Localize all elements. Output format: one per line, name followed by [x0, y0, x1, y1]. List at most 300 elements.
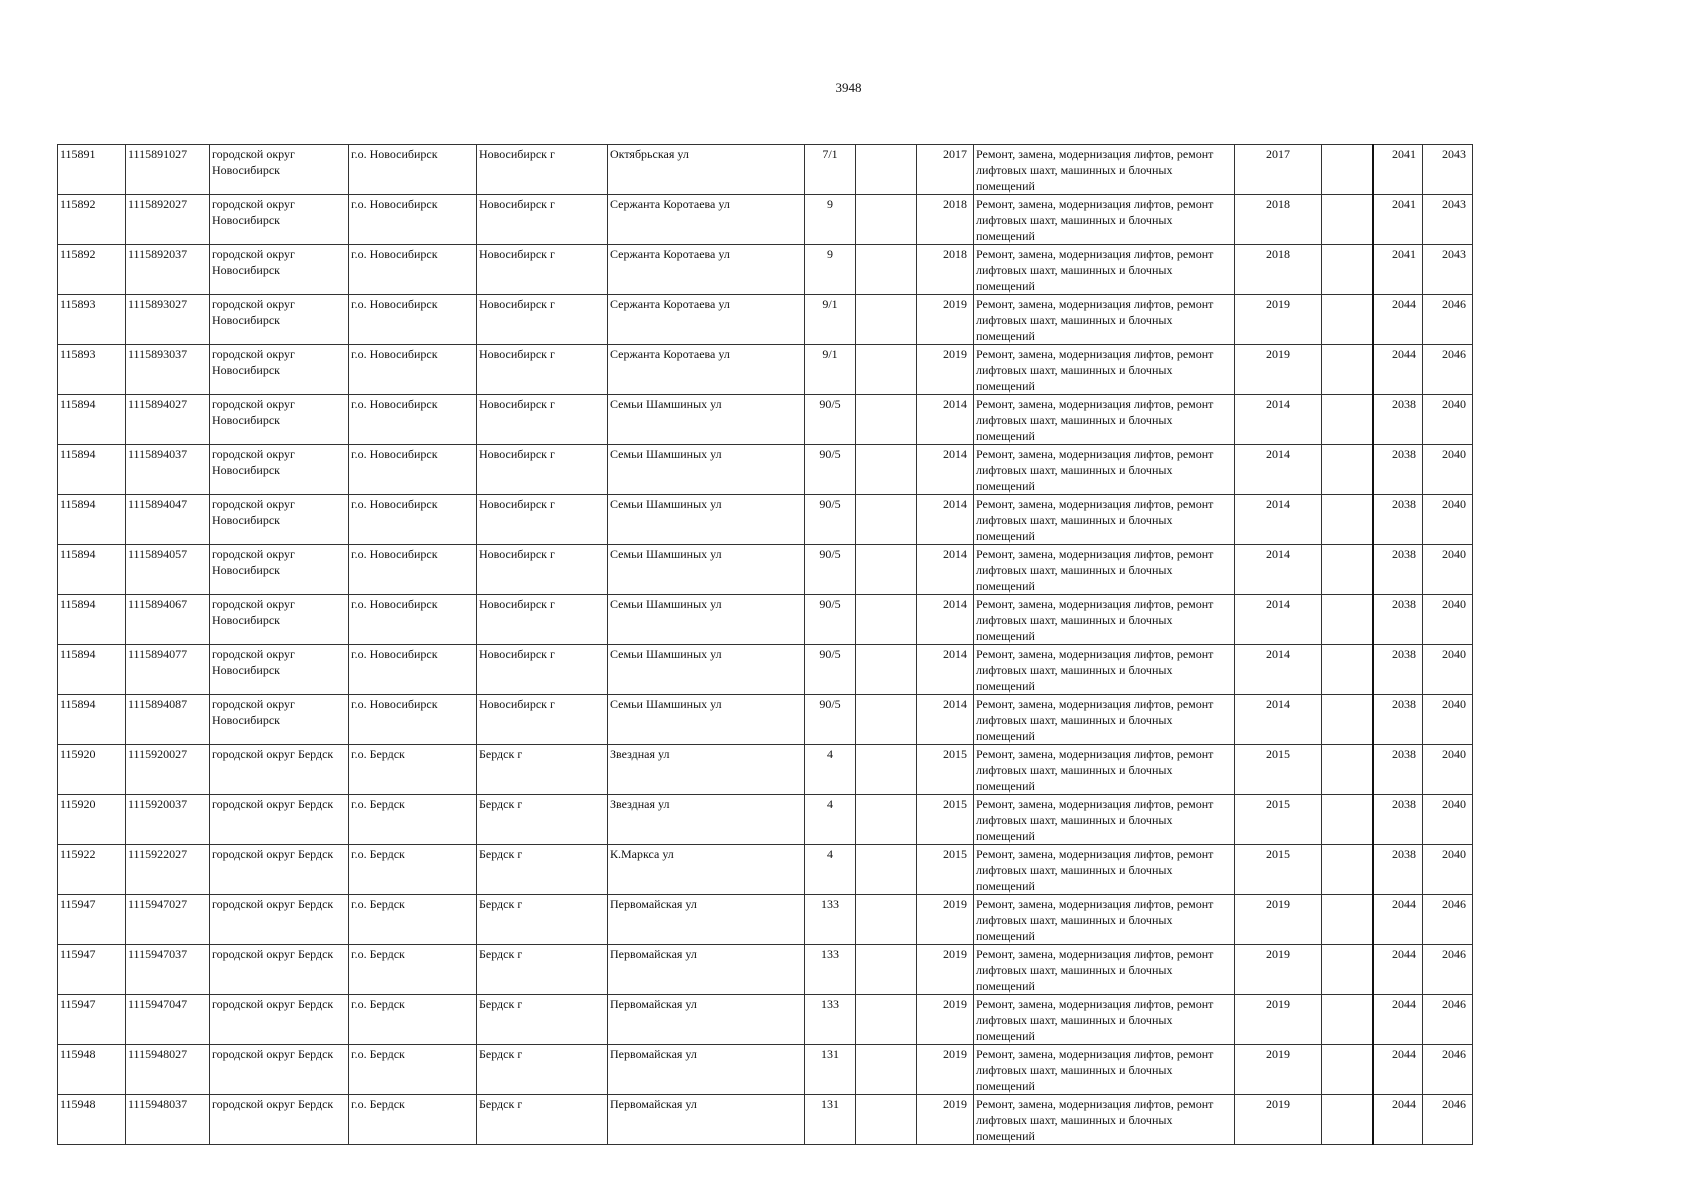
building-letter-cell [856, 745, 917, 795]
street-cell: Первомайская ул [608, 1095, 805, 1145]
street-cell: Первомайская ул [608, 945, 805, 995]
municipality-cell: г.о. Новосибирск [349, 245, 477, 295]
year-to-cell: 2046 [1423, 945, 1473, 995]
municipality-cell: г.о. Новосибирск [349, 295, 477, 345]
house-number-cell: 4 [805, 795, 856, 845]
municipality-cell: г.о. Бердск [349, 995, 477, 1045]
record-id-cell: 1115894067 [126, 595, 210, 645]
building-letter-cell [856, 795, 917, 845]
municipality-cell: г.о. Бердск [349, 895, 477, 945]
street-cell: Семьи Шамшиных ул [608, 645, 805, 695]
year-from-cell: 2044 [1373, 345, 1423, 395]
building-letter-cell [856, 145, 917, 195]
street-cell: Первомайская ул [608, 1045, 805, 1095]
extra-cell [1322, 1045, 1373, 1095]
record-id-cell: 1115894077 [126, 645, 210, 695]
building-letter-cell [856, 445, 917, 495]
building-letter-cell [856, 645, 917, 695]
building-id-cell: 115947 [58, 995, 126, 1045]
house-number-cell: 90/5 [805, 395, 856, 445]
year-to-cell: 2040 [1423, 795, 1473, 845]
settlement-cell: Новосибирск г [477, 295, 608, 345]
street-cell: Первомайская ул [608, 995, 805, 1045]
district-cell: городской округ Новосибирск [210, 695, 349, 745]
year-from-cell: 2038 [1373, 645, 1423, 695]
settlement-cell: Новосибирск г [477, 545, 608, 595]
year-cell: 2018 [917, 245, 974, 295]
extra-cell [1322, 145, 1373, 195]
extra-cell [1322, 895, 1373, 945]
year-cell: 2015 [917, 745, 974, 795]
year-to-cell: 2046 [1423, 1095, 1473, 1145]
table-row [58, 945, 1473, 995]
building-id-cell: 115893 [58, 345, 126, 395]
table-row [58, 595, 1473, 645]
record-id-cell: 1115894057 [126, 545, 210, 595]
building-letter-cell [856, 495, 917, 545]
house-number-cell: 133 [805, 945, 856, 995]
record-id-cell: 1115948037 [126, 1095, 210, 1145]
record-id-cell: 1115894087 [126, 695, 210, 745]
municipality-cell: г.о. Бердск [349, 745, 477, 795]
extra-cell [1322, 295, 1373, 345]
work-type-cell: Ремонт, замена, модернизация лифтов, ремонт лифтовых шахт, машинных и блочных помещений [974, 445, 1235, 495]
street-cell: Сержанта Коротаева ул [608, 195, 805, 245]
building-letter-cell [856, 895, 917, 945]
work-type-cell: Ремонт, замена, модернизация лифтов, ремонт лифтовых шахт, машинных и блочных помещений [974, 295, 1235, 345]
work-year-cell: 2019 [1235, 895, 1322, 945]
year-cell: 2017 [917, 145, 974, 195]
year-cell: 2014 [917, 645, 974, 695]
house-number-cell: 90/5 [805, 445, 856, 495]
settlement-cell: Бердск г [477, 1095, 608, 1145]
year-to-cell: 2040 [1423, 395, 1473, 445]
table-row [58, 545, 1473, 595]
building-id-cell: 115894 [58, 495, 126, 545]
work-year-cell: 2015 [1235, 745, 1322, 795]
extra-cell [1322, 445, 1373, 495]
work-year-cell: 2014 [1235, 395, 1322, 445]
year-cell: 2019 [917, 1095, 974, 1145]
building-id-cell: 115893 [58, 295, 126, 345]
district-cell: городской округ Бердск [210, 1095, 349, 1145]
building-letter-cell [856, 545, 917, 595]
extra-cell [1322, 995, 1373, 1045]
work-year-cell: 2014 [1235, 695, 1322, 745]
settlement-cell: Бердск г [477, 745, 608, 795]
building-letter-cell [856, 1095, 917, 1145]
building-id-cell: 115948 [58, 1045, 126, 1095]
table-row [58, 445, 1473, 495]
record-id-cell: 1115891027 [126, 145, 210, 195]
table-row [58, 845, 1473, 895]
building-id-cell: 115892 [58, 195, 126, 245]
year-from-cell: 2038 [1373, 445, 1423, 495]
year-cell: 2019 [917, 345, 974, 395]
district-cell: городской округ Новосибирск [210, 345, 349, 395]
year-cell: 2014 [917, 545, 974, 595]
table-row [58, 895, 1473, 945]
street-cell: Первомайская ул [608, 895, 805, 945]
house-number-cell: 4 [805, 845, 856, 895]
year-cell: 2019 [917, 1045, 974, 1095]
work-type-cell: Ремонт, замена, модернизация лифтов, ремонт лифтовых шахт, машинных и блочных помещений [974, 845, 1235, 895]
registry-table [57, 144, 1473, 1145]
building-letter-cell [856, 995, 917, 1045]
house-number-cell: 131 [805, 1095, 856, 1145]
house-number-cell: 133 [805, 995, 856, 1045]
work-year-cell: 2014 [1235, 495, 1322, 545]
page-number: 3948 [835, 80, 862, 95]
work-type-cell: Ремонт, замена, модернизация лифтов, ремонт лифтовых шахт, машинных и блочных помещений [974, 695, 1235, 745]
work-type-cell: Ремонт, замена, модернизация лифтов, ремонт лифтовых шахт, машинных и блочных помещений [974, 595, 1235, 645]
municipality-cell: г.о. Новосибирск [349, 695, 477, 745]
extra-cell [1322, 745, 1373, 795]
work-type-cell: Ремонт, замена, модернизация лифтов, ремонт лифтовых шахт, машинных и блочных помещений [974, 1095, 1235, 1145]
settlement-cell: Новосибирск г [477, 495, 608, 545]
building-letter-cell [856, 195, 917, 245]
settlement-cell: Бердск г [477, 1045, 608, 1095]
settlement-cell: Новосибирск г [477, 395, 608, 445]
municipality-cell: г.о. Бердск [349, 945, 477, 995]
record-id-cell: 1115948027 [126, 1045, 210, 1095]
year-cell: 2019 [917, 295, 974, 345]
work-type-cell: Ремонт, замена, модернизация лифтов, ремонт лифтовых шахт, машинных и блочных помещений [974, 195, 1235, 245]
street-cell: Сержанта Коротаева ул [608, 345, 805, 395]
year-from-cell: 2038 [1373, 695, 1423, 745]
year-from-cell: 2044 [1373, 995, 1423, 1045]
work-year-cell: 2018 [1235, 245, 1322, 295]
municipality-cell: г.о. Бердск [349, 1095, 477, 1145]
work-type-cell: Ремонт, замена, модернизация лифтов, ремонт лифтовых шахт, машинных и блочных помещений [974, 895, 1235, 945]
work-year-cell: 2019 [1235, 945, 1322, 995]
year-to-cell: 2046 [1423, 345, 1473, 395]
municipality-cell: г.о. Новосибирск [349, 595, 477, 645]
year-cell: 2019 [917, 995, 974, 1045]
extra-cell [1322, 345, 1373, 395]
record-id-cell: 1115947047 [126, 995, 210, 1045]
house-number-cell: 9/1 [805, 345, 856, 395]
work-type-cell: Ремонт, замена, модернизация лифтов, ремонт лифтовых шахт, машинных и блочных помещений [974, 245, 1235, 295]
year-from-cell: 2044 [1373, 895, 1423, 945]
house-number-cell: 90/5 [805, 495, 856, 545]
table-row [58, 645, 1473, 695]
year-to-cell: 2040 [1423, 595, 1473, 645]
year-from-cell: 2038 [1373, 745, 1423, 795]
district-cell: городской округ Бердск [210, 1045, 349, 1095]
street-cell: Семьи Шамшиных ул [608, 695, 805, 745]
work-year-cell: 2019 [1235, 345, 1322, 395]
year-to-cell: 2046 [1423, 895, 1473, 945]
street-cell: К.Маркса ул [608, 845, 805, 895]
year-to-cell: 2043 [1423, 245, 1473, 295]
year-to-cell: 2040 [1423, 645, 1473, 695]
year-from-cell: 2041 [1373, 195, 1423, 245]
settlement-cell: Новосибирск г [477, 595, 608, 645]
record-id-cell: 1115947037 [126, 945, 210, 995]
year-from-cell: 2044 [1373, 1045, 1423, 1095]
year-cell: 2014 [917, 495, 974, 545]
extra-cell [1322, 195, 1373, 245]
work-year-cell: 2018 [1235, 195, 1322, 245]
year-cell: 2015 [917, 845, 974, 895]
municipality-cell: г.о. Бердск [349, 845, 477, 895]
table-row [58, 695, 1473, 745]
work-type-cell: Ремонт, замена, модернизация лифтов, ремонт лифтовых шахт, машинных и блочных помещений [974, 645, 1235, 695]
house-number-cell: 133 [805, 895, 856, 945]
table-row [58, 345, 1473, 395]
district-cell: городской округ Новосибирск [210, 545, 349, 595]
street-cell: Семьи Шамшиных ул [608, 445, 805, 495]
building-letter-cell [856, 845, 917, 895]
house-number-cell: 4 [805, 745, 856, 795]
municipality-cell: г.о. Новосибирск [349, 545, 477, 595]
table-row [58, 195, 1473, 245]
building-id-cell: 115894 [58, 445, 126, 495]
settlement-cell: Бердск г [477, 845, 608, 895]
district-cell: городской округ Бердск [210, 745, 349, 795]
work-type-cell: Ремонт, замена, модернизация лифтов, ремонт лифтовых шахт, машинных и блочных помещений [974, 745, 1235, 795]
settlement-cell: Бердск г [477, 795, 608, 845]
work-year-cell: 2014 [1235, 645, 1322, 695]
extra-cell [1322, 595, 1373, 645]
extra-cell [1322, 945, 1373, 995]
building-id-cell: 115948 [58, 1095, 126, 1145]
extra-cell [1322, 645, 1373, 695]
table-row [58, 145, 1473, 195]
year-from-cell: 2038 [1373, 595, 1423, 645]
house-number-cell: 90/5 [805, 545, 856, 595]
record-id-cell: 1115947027 [126, 895, 210, 945]
district-cell: городской округ Бердск [210, 895, 349, 945]
street-cell: Семьи Шамшиных ул [608, 395, 805, 445]
year-from-cell: 2044 [1373, 1095, 1423, 1145]
extra-cell [1322, 845, 1373, 895]
district-cell: городской округ Новосибирск [210, 595, 349, 645]
municipality-cell: г.о. Новосибирск [349, 345, 477, 395]
district-cell: городской округ Бердск [210, 945, 349, 995]
street-cell: Сержанта Коротаева ул [608, 245, 805, 295]
municipality-cell: г.о. Новосибирск [349, 445, 477, 495]
record-id-cell: 1115894037 [126, 445, 210, 495]
year-cell: 2015 [917, 795, 974, 845]
work-year-cell: 2014 [1235, 595, 1322, 645]
year-to-cell: 2040 [1423, 445, 1473, 495]
house-number-cell: 9 [805, 195, 856, 245]
year-from-cell: 2038 [1373, 845, 1423, 895]
district-cell: городской округ Бердск [210, 845, 349, 895]
street-cell: Октябрьская ул [608, 145, 805, 195]
work-year-cell: 2014 [1235, 545, 1322, 595]
house-number-cell: 90/5 [805, 645, 856, 695]
building-id-cell: 115894 [58, 545, 126, 595]
building-id-cell: 115922 [58, 845, 126, 895]
record-id-cell: 1115922027 [126, 845, 210, 895]
record-id-cell: 1115893027 [126, 295, 210, 345]
building-id-cell: 115894 [58, 395, 126, 445]
year-to-cell: 2040 [1423, 545, 1473, 595]
work-type-cell: Ремонт, замена, модернизация лифтов, ремонт лифтовых шахт, машинных и блочных помещений [974, 545, 1235, 595]
year-to-cell: 2043 [1423, 145, 1473, 195]
record-id-cell: 1115892037 [126, 245, 210, 295]
municipality-cell: г.о. Новосибирск [349, 195, 477, 245]
house-number-cell: 90/5 [805, 695, 856, 745]
work-type-cell: Ремонт, замена, модернизация лифтов, ремонт лифтовых шахт, машинных и блочных помещений [974, 495, 1235, 545]
building-id-cell: 115894 [58, 695, 126, 745]
table-row [58, 295, 1473, 345]
year-to-cell: 2043 [1423, 195, 1473, 245]
registry-table-body [58, 145, 1473, 1145]
building-id-cell: 115947 [58, 895, 126, 945]
year-from-cell: 2044 [1373, 295, 1423, 345]
settlement-cell: Новосибирск г [477, 145, 608, 195]
settlement-cell: Бердск г [477, 895, 608, 945]
settlement-cell: Бердск г [477, 995, 608, 1045]
municipality-cell: г.о. Новосибирск [349, 395, 477, 445]
year-cell: 2014 [917, 445, 974, 495]
municipality-cell: г.о. Новосибирск [349, 145, 477, 195]
settlement-cell: Новосибирск г [477, 695, 608, 745]
year-from-cell: 2038 [1373, 545, 1423, 595]
work-type-cell: Ремонт, замена, модернизация лифтов, ремонт лифтовых шахт, машинных и блочных помещений [974, 395, 1235, 445]
table-row [58, 495, 1473, 545]
house-number-cell: 131 [805, 1045, 856, 1095]
record-id-cell: 1115894027 [126, 395, 210, 445]
settlement-cell: Новосибирск г [477, 445, 608, 495]
extra-cell [1322, 1095, 1373, 1145]
settlement-cell: Бердск г [477, 945, 608, 995]
settlement-cell: Новосибирск г [477, 645, 608, 695]
building-letter-cell [856, 245, 917, 295]
extra-cell [1322, 245, 1373, 295]
street-cell: Звездная ул [608, 745, 805, 795]
table-row [58, 1095, 1473, 1145]
building-letter-cell [856, 345, 917, 395]
district-cell: городской округ Новосибирск [210, 445, 349, 495]
building-letter-cell [856, 695, 917, 745]
street-cell: Семьи Шамшиных ул [608, 545, 805, 595]
year-from-cell: 2038 [1373, 495, 1423, 545]
house-number-cell: 9 [805, 245, 856, 295]
year-cell: 2019 [917, 945, 974, 995]
record-id-cell: 1115894047 [126, 495, 210, 545]
district-cell: городской округ Новосибирск [210, 395, 349, 445]
building-letter-cell [856, 595, 917, 645]
municipality-cell: г.о. Бердск [349, 1045, 477, 1095]
year-to-cell: 2046 [1423, 1045, 1473, 1095]
year-from-cell: 2041 [1373, 245, 1423, 295]
extra-cell [1322, 795, 1373, 845]
work-type-cell: Ремонт, замена, модернизация лифтов, ремонт лифтовых шахт, машинных и блочных помещений [974, 945, 1235, 995]
table-row [58, 745, 1473, 795]
building-id-cell: 115891 [58, 145, 126, 195]
table-row [58, 395, 1473, 445]
table-row [58, 1045, 1473, 1095]
settlement-cell: Новосибирск г [477, 245, 608, 295]
year-from-cell: 2038 [1373, 795, 1423, 845]
building-letter-cell [856, 945, 917, 995]
work-type-cell: Ремонт, замена, модернизация лифтов, ремонт лифтовых шахт, машинных и блочных помещений [974, 995, 1235, 1045]
building-id-cell: 115920 [58, 745, 126, 795]
work-type-cell: Ремонт, замена, модернизация лифтов, ремонт лифтовых шахт, машинных и блочных помещений [974, 145, 1235, 195]
record-id-cell: 1115920027 [126, 745, 210, 795]
record-id-cell: 1115893037 [126, 345, 210, 395]
extra-cell [1322, 695, 1373, 745]
table-row [58, 795, 1473, 845]
house-number-cell: 7/1 [805, 145, 856, 195]
year-to-cell: 2040 [1423, 845, 1473, 895]
work-type-cell: Ремонт, замена, модернизация лифтов, ремонт лифтовых шахт, машинных и блочных помещений [974, 1045, 1235, 1095]
year-from-cell: 2044 [1373, 945, 1423, 995]
extra-cell [1322, 395, 1373, 445]
work-year-cell: 2019 [1235, 295, 1322, 345]
year-cell: 2018 [917, 195, 974, 245]
street-cell: Семьи Шамшиных ул [608, 495, 805, 545]
building-id-cell: 115892 [58, 245, 126, 295]
year-to-cell: 2040 [1423, 745, 1473, 795]
table-row [58, 995, 1473, 1045]
work-year-cell: 2014 [1235, 445, 1322, 495]
year-cell: 2014 [917, 595, 974, 645]
settlement-cell: Новосибирск г [477, 195, 608, 245]
municipality-cell: г.о. Новосибирск [349, 495, 477, 545]
year-to-cell: 2040 [1423, 695, 1473, 745]
building-letter-cell [856, 395, 917, 445]
work-year-cell: 2017 [1235, 145, 1322, 195]
record-id-cell: 1115920037 [126, 795, 210, 845]
extra-cell [1322, 545, 1373, 595]
extra-cell [1322, 495, 1373, 545]
municipality-cell: г.о. Новосибирск [349, 645, 477, 695]
municipality-cell: г.о. Бердск [349, 795, 477, 845]
district-cell: городской округ Бердск [210, 795, 349, 845]
work-type-cell: Ремонт, замена, модернизация лифтов, ремонт лифтовых шахт, машинных и блочных помещений [974, 795, 1235, 845]
district-cell: городской округ Новосибирск [210, 645, 349, 695]
table-row [58, 245, 1473, 295]
work-year-cell: 2019 [1235, 1045, 1322, 1095]
building-id-cell: 115920 [58, 795, 126, 845]
building-id-cell: 115894 [58, 595, 126, 645]
house-number-cell: 9/1 [805, 295, 856, 345]
district-cell: городской округ Новосибирск [210, 195, 349, 245]
work-year-cell: 2019 [1235, 995, 1322, 1045]
record-id-cell: 1115892027 [126, 195, 210, 245]
house-number-cell: 90/5 [805, 595, 856, 645]
street-cell: Семьи Шамшиных ул [608, 595, 805, 645]
year-to-cell: 2040 [1423, 495, 1473, 545]
building-letter-cell [856, 1045, 917, 1095]
year-cell: 2014 [917, 395, 974, 445]
work-year-cell: 2019 [1235, 1095, 1322, 1145]
building-id-cell: 115947 [58, 945, 126, 995]
district-cell: городской округ Новосибирск [210, 495, 349, 545]
building-letter-cell [856, 295, 917, 345]
street-cell: Звездная ул [608, 795, 805, 845]
district-cell: городской округ Бердск [210, 995, 349, 1045]
year-to-cell: 2046 [1423, 295, 1473, 345]
year-from-cell: 2038 [1373, 395, 1423, 445]
year-cell: 2014 [917, 695, 974, 745]
work-year-cell: 2015 [1235, 795, 1322, 845]
street-cell: Сержанта Коротаева ул [608, 295, 805, 345]
district-cell: городской округ Новосибирск [210, 145, 349, 195]
building-id-cell: 115894 [58, 645, 126, 695]
district-cell: городской округ Новосибирск [210, 295, 349, 345]
settlement-cell: Новосибирск г [477, 345, 608, 395]
work-type-cell: Ремонт, замена, модернизация лифтов, ремонт лифтовых шахт, машинных и блочных помещений [974, 345, 1235, 395]
year-cell: 2019 [917, 895, 974, 945]
work-year-cell: 2015 [1235, 845, 1322, 895]
